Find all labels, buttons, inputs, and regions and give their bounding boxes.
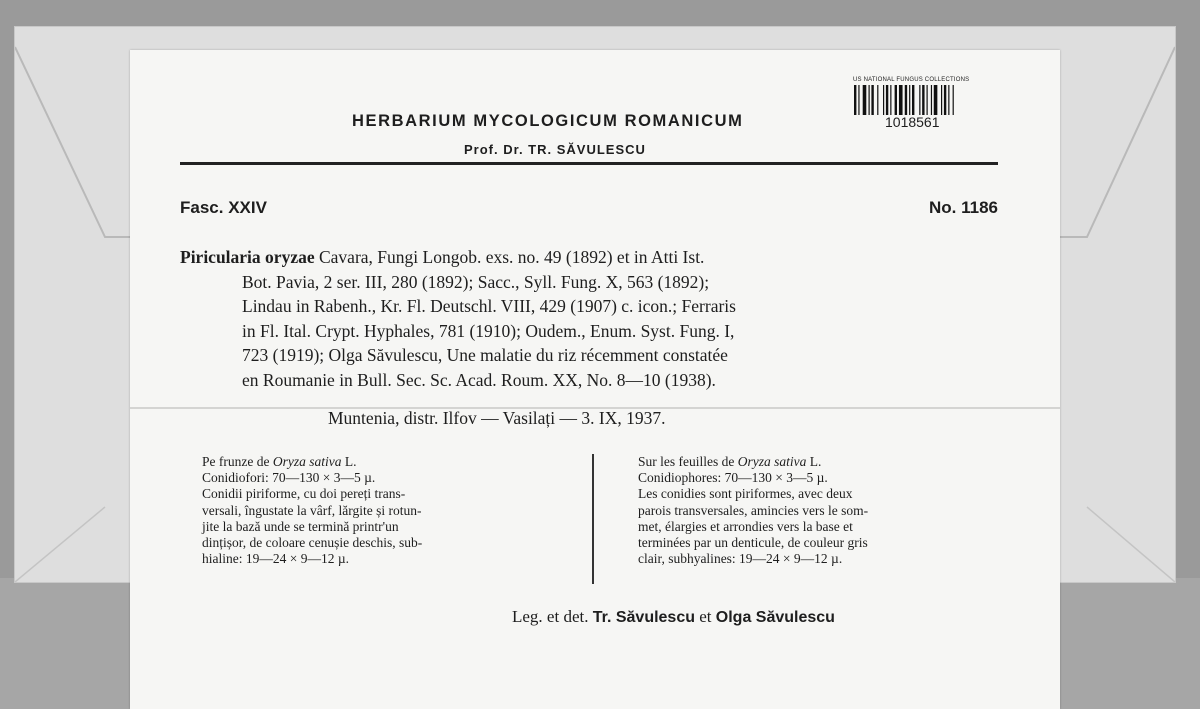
barcode-bar — [863, 85, 867, 115]
description-line: Conidiofori: 70—130 × 3—5 µ. — [202, 470, 376, 486]
barcode-bar — [871, 85, 873, 115]
barcode-bar — [912, 85, 914, 115]
collector-name-2: Olga Săvulescu — [715, 609, 835, 626]
host-suffix-ro: L. — [341, 454, 357, 469]
barcode-bar — [934, 85, 938, 115]
barcode-bar — [883, 85, 884, 115]
specimen-label — [130, 50, 1060, 709]
description-romanian — [202, 454, 580, 567]
citation-line-6: en Roumanie in Bull. Sec. Sc. Acad. Roum. XX, No. 8—10 (1938). — [242, 369, 716, 390]
host-name-fr: Oryza sativa — [737, 454, 807, 469]
barcode-bar — [899, 85, 903, 115]
taxon-name: Piricularia oryzae — [180, 247, 315, 267]
description-line: jite la bază unde se termină printr'un — [202, 518, 399, 534]
description-line: Les conidies sont piriformes, avec deux — [638, 486, 853, 502]
citation-text: Cavara, Fungi Longob. exs. no. 49 (1892) et in Atti Ist. — [314, 247, 705, 267]
barcode-bar — [922, 85, 924, 115]
herbarium-title: HERBARIUM MYCOLOGICUM ROMANICUM — [352, 112, 744, 130]
specimen-number: No. 1186 — [929, 198, 998, 217]
collection-locality: Muntenia, distr. Ilfov — Vasilați — 3. IX, 1937. — [328, 408, 666, 428]
description-line: Conidii piriforme, cu doi pereți trans- — [202, 486, 406, 502]
barcode-bar — [927, 85, 928, 115]
barcode-bar — [941, 85, 942, 115]
barcode-bar — [858, 85, 859, 115]
barcode-bar — [854, 85, 856, 115]
citation-line-2: Bot. Pavia, 2 ser. III, 280 (1892); Sacc., Syll. Fung. X, 563 (1892); — [242, 271, 710, 292]
citation-line-3: Lindau in Rabenh., Kr. Fl. Deutschl. VIII, 429 (1907) c. icon.; Ferraris — [242, 296, 736, 316]
citation-line-5: 723 (1919); Olga Săvulescu, Une malatie du riz récemment constatée — [242, 345, 728, 365]
barcode-bar — [886, 85, 888, 115]
host-name-ro: Oryza sativa — [272, 454, 342, 469]
header-rule — [180, 162, 998, 165]
citation-line-4: in Fl. Ital. Crypt. Hyphales, 781 (1910); Oudem., Enum. Syst. Fung. I, — [242, 320, 735, 341]
host-prefix-ro: Pe frunze de — [202, 454, 273, 469]
column-divider — [592, 454, 594, 584]
barcode-number: 1018561 — [885, 114, 940, 130]
citation-line-1 — [180, 245, 1010, 270]
barcode-sticker — [853, 77, 998, 130]
barcode-bar — [953, 85, 954, 115]
barcode-caption: US NATIONAL FUNGUS COLLECTIONS — [853, 77, 970, 83]
collector-joiner: et — [695, 607, 716, 626]
barcode-bar — [877, 85, 878, 115]
description-line: terminées par un denticule, de couleur gris — [638, 535, 868, 551]
description-line: dințișor, de coloare cenușie deschis, sub- — [202, 535, 423, 551]
host-prefix-fr: Sur les feuilles de — [638, 454, 738, 469]
barcode-bars — [853, 85, 993, 115]
description-line: clair, subhyalines: 19—24 × 9—12 µ. — [638, 551, 843, 567]
collector-name-1: Tr. Săvulescu — [592, 609, 695, 626]
description-line: met, élargies et arrondies vers la base et — [638, 518, 853, 534]
description-line: Conidiophores: 70—130 × 3—5 µ. — [638, 470, 828, 486]
description-french — [638, 454, 1010, 567]
barcode-bar — [931, 85, 932, 115]
description-line: hialine: 19—24 × 9—12 µ. — [202, 551, 350, 567]
barcode-bar — [905, 85, 907, 115]
barcode-bar — [944, 85, 946, 115]
host-line-ro — [202, 454, 580, 470]
host-line-fr — [638, 454, 1010, 470]
collector-line — [512, 607, 835, 627]
barcode-bar — [948, 85, 949, 115]
taxon-citation — [180, 245, 1010, 392]
fascicle-label: Fasc. XXIV — [180, 198, 267, 217]
herbarium-director: Prof. Dr. TR. SĂVULESCU — [464, 142, 646, 157]
barcode-bar — [909, 85, 910, 115]
barcode-bar — [869, 85, 870, 115]
barcode-bar — [895, 85, 897, 115]
barcode-bar — [919, 85, 920, 115]
barcode-bar — [890, 85, 891, 115]
host-suffix-fr: L. — [806, 454, 822, 469]
collector-prefix: Leg. et det. — [512, 607, 593, 626]
description-line: versali, îngustate la vârf, lărgite și rotun- — [202, 502, 422, 518]
description-line: parois transversales, amincies vers le som- — [638, 502, 869, 518]
